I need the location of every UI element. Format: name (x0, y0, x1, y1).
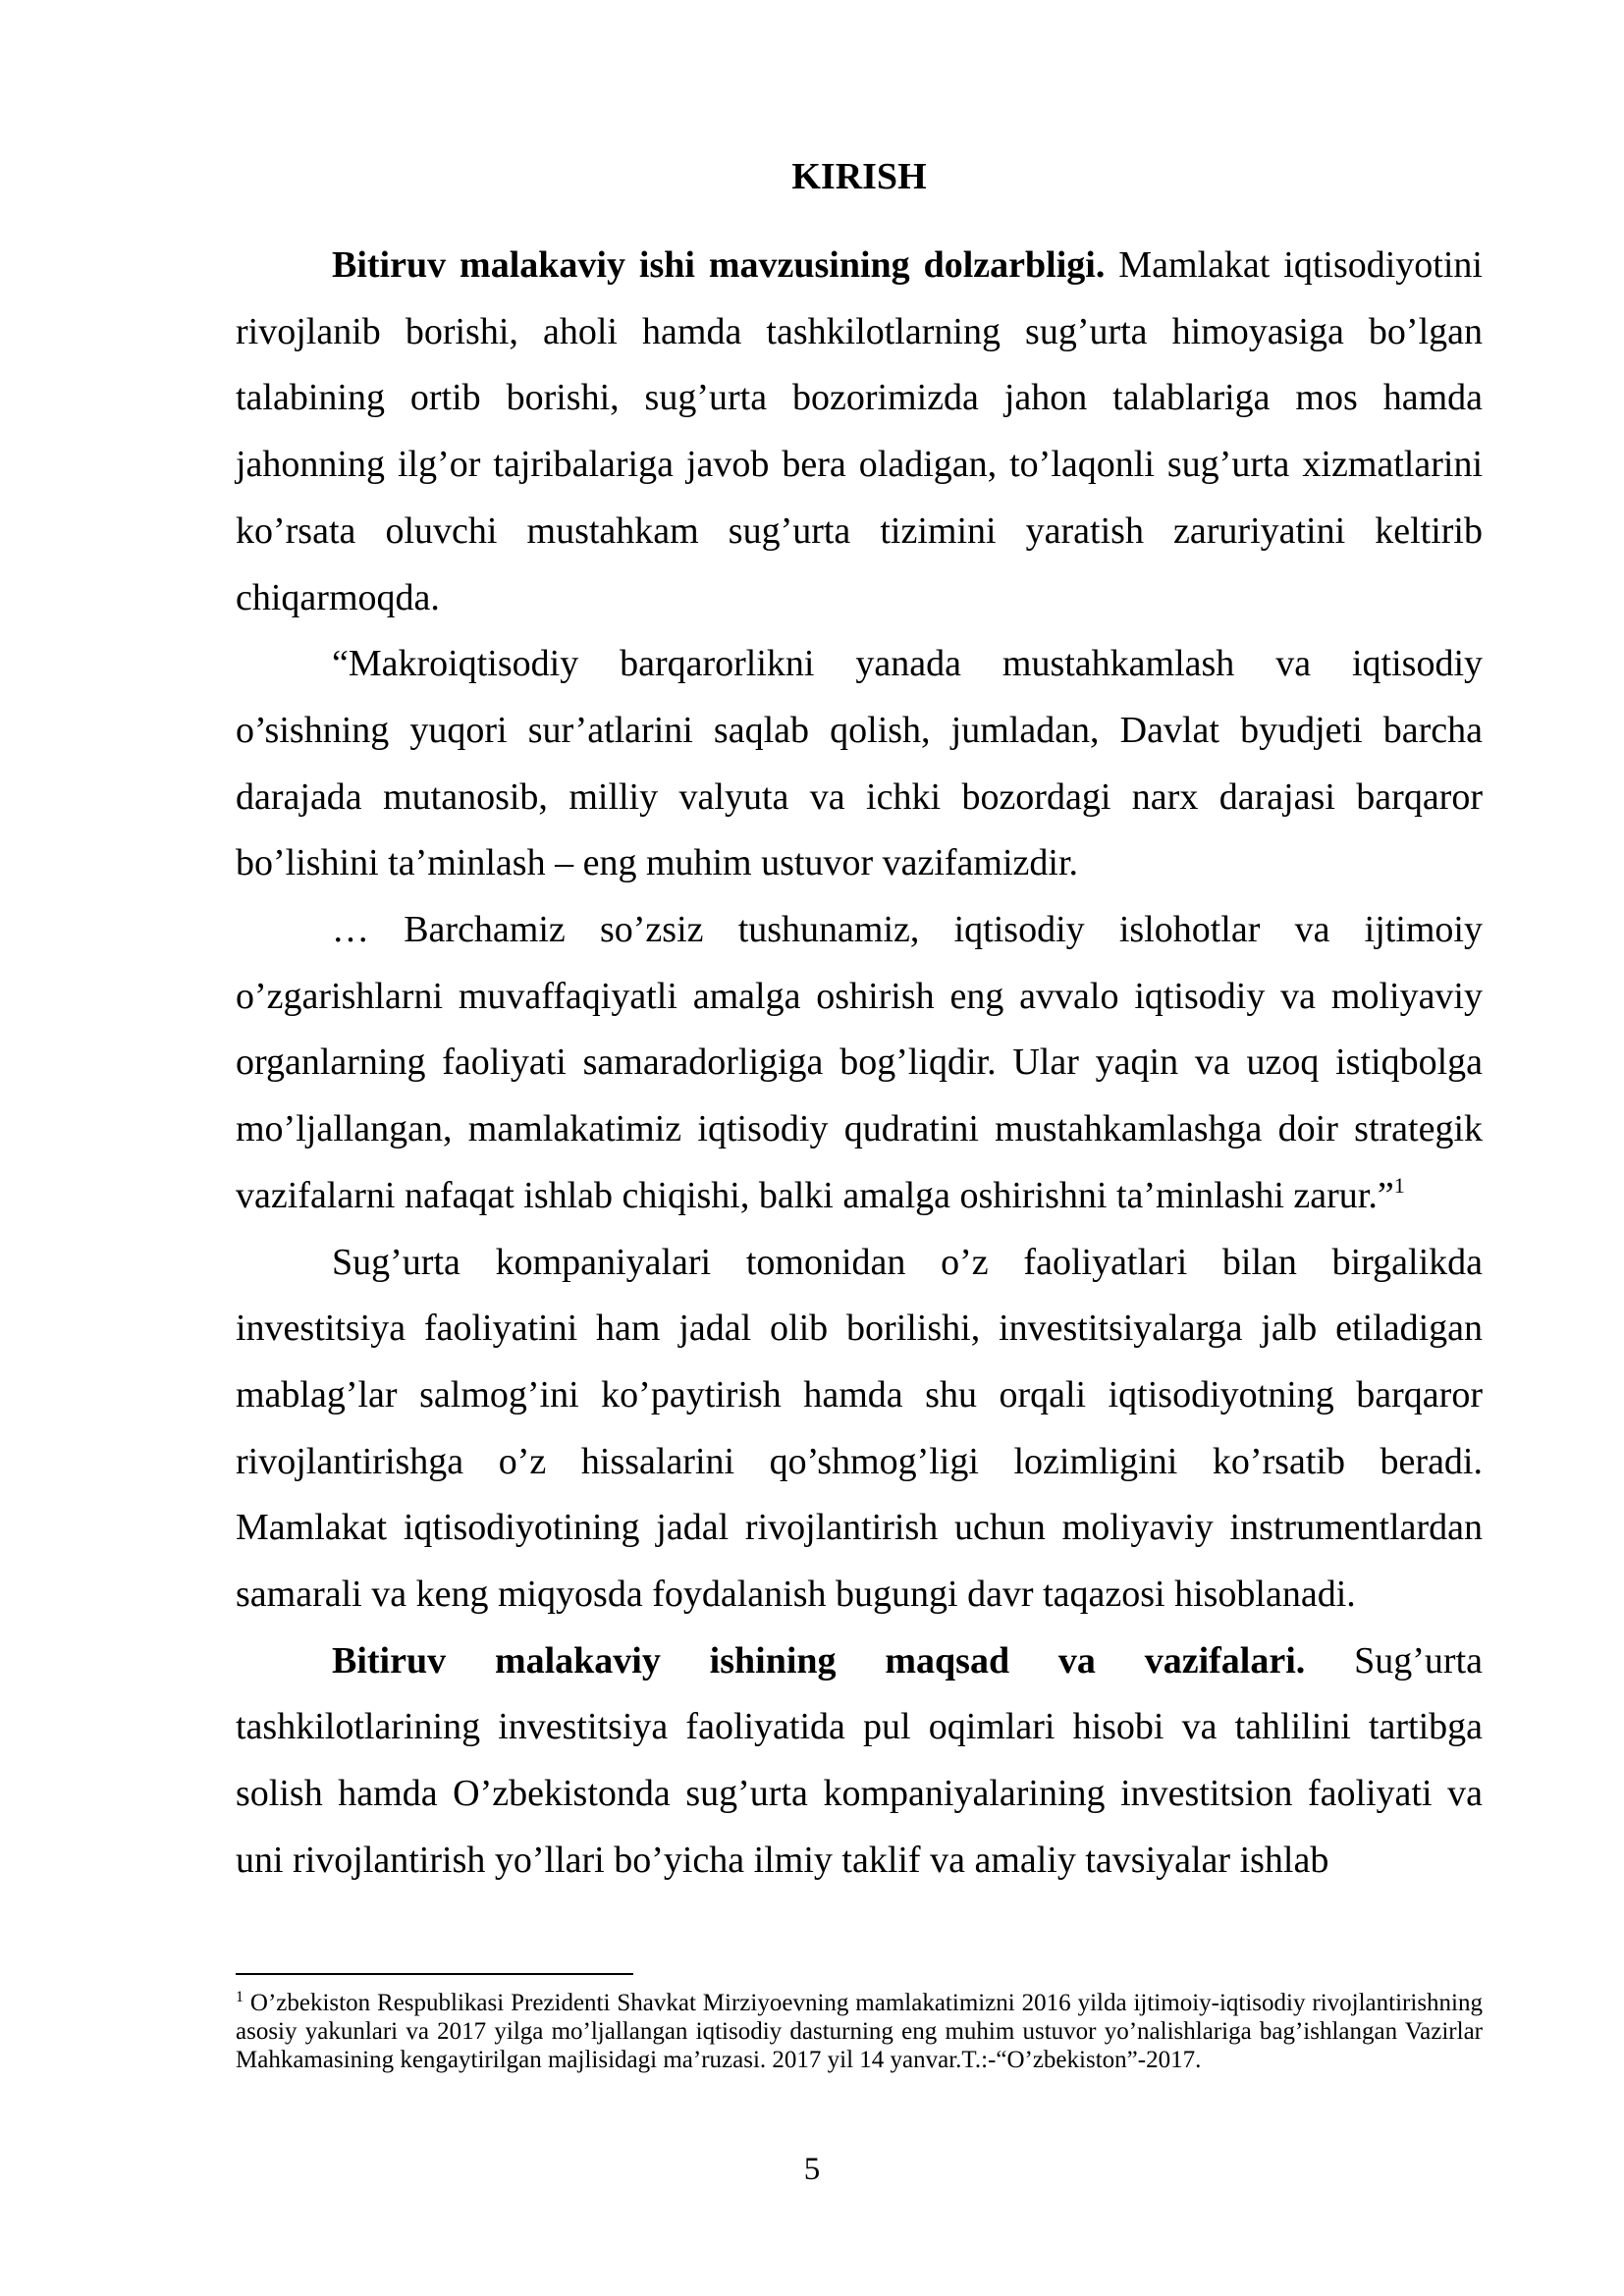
footnote-reference: 1 (1393, 1172, 1405, 1198)
footnote-number: 1 (236, 1989, 244, 2005)
footnote-separator (236, 1973, 633, 1975)
paragraph-quote-start (236, 631, 1483, 897)
paragraph-relevance (236, 233, 1483, 631)
section-heading: KIRISH (791, 156, 927, 197)
paragraph-quote-end (236, 897, 1483, 1230)
paragraph-goals (236, 1629, 1483, 1895)
page-number: 5 (803, 2152, 821, 2187)
paragraph-text: “Makroiqtisodiy barqarorlikni yanada mustahkamlash va iqtisodiy o’sishning yuqori sur’atlarini saqlab qolish, jumladan, Davlat byudjeti barcha darajada mutanosib, milliy valyuta va ichki bozordagi narx darajasi barqaror bo’lishini ta’minlash – eng muhim ustuvor vazifamizdir. (236, 643, 1483, 884)
body-text (236, 233, 1483, 1895)
paragraph-text: Mamlakat iqtisodiyotini rivojlanib borishi, aholi hamda tashkilotlarning sug’urta himoyasiga bo’lgan talabining ortib borishi, sug’urta bozorimizda jahon talablariga mos hamda jahonning ilg’or tajribalariga javob bera oladigan, to’laqonli sug’urta xizmatlarini ko’rsata oluvchi mustahkam sug’urta tizimini yaratish zaruriyatini keltirib chiqarmoqda. (236, 244, 1483, 618)
footnote (236, 1989, 1483, 2074)
paragraph-investment (236, 1230, 1483, 1629)
paragraph-text: Sug’urta tashkilotlarining investitsiya faoliyatida pul oqimlari hisobi va tahlilini tartibga solish hamda O’zbekistonda sug’urta kompaniyalarining investitsion faoliyati va uni rivojlantirish yo’llari bo’yicha ilmiy taklif va amaliy tavsiyalar ishlab (236, 1639, 1483, 1881)
paragraph-lead-bold: Bitiruv malakaviy ishi mavzusining dolzarbligi. (332, 244, 1106, 286)
paragraph-text: … Barchamiz so’zsiz tushunamiz, iqtisodiy islohotlar va ijtimoiy o’zgarishlarni muvaffaqiyatli amalga oshirish eng avvalo iqtisodiy va moliyaviy organlarning faoliyati samaradorligiga bog’liqdir. Ular yaqin va uzoq istiqbolga mo’ljallangan, mamlakatimiz iqtisodiy qudratini mustahkamlashga doir strategik vazifalarni nafaqat ishlab chiqishi, balki amalga oshirishni ta’minlashi zarur.” (236, 909, 1483, 1216)
footnote-text: O’zbekiston Respublikasi Prezidenti Shavkat Mirziyoevning mamlakatimizni 2016 yilda ijtimoiy-iqtisodiy rivojlantirishning asosiy yakunlari va 2017 yilga mo’ljallangan iqtisodiy dasturning eng muhim ustuvor yo’nalishlariga bag’ishlangan Vazirlar Mahkamasining kengaytirilgan majlisidagi ma’ruzasi. 2017 yil 14 yanvar.T.:-“O’zbekiston”-2017. (236, 1990, 1483, 2073)
paragraph-lead-bold: Bitiruv malakaviy ishining maqsad va vazifalari. (332, 1639, 1306, 1682)
paragraph-text: Sug’urta kompaniyalari tomonidan o’z faoliyatlari bilan birgalikda investitsiya faoliyatini ham jadal olib borilishi, investitsiyalarga jalb etiladigan mablag’lar salmog’ini ko’paytirish hamda shu orqali iqtisodiyotning barqaror rivojlantirishga o’z hissalarini qo’shmog’ligi lozimligini ko’rsatib beradi. Mamlakat iqtisodiyotining jadal rivojlantirish uchun moliyaviy instrumentlardan samarali va keng miqyosda foydalanish bugungi davr taqazosi hisoblanadi. (236, 1241, 1483, 1616)
